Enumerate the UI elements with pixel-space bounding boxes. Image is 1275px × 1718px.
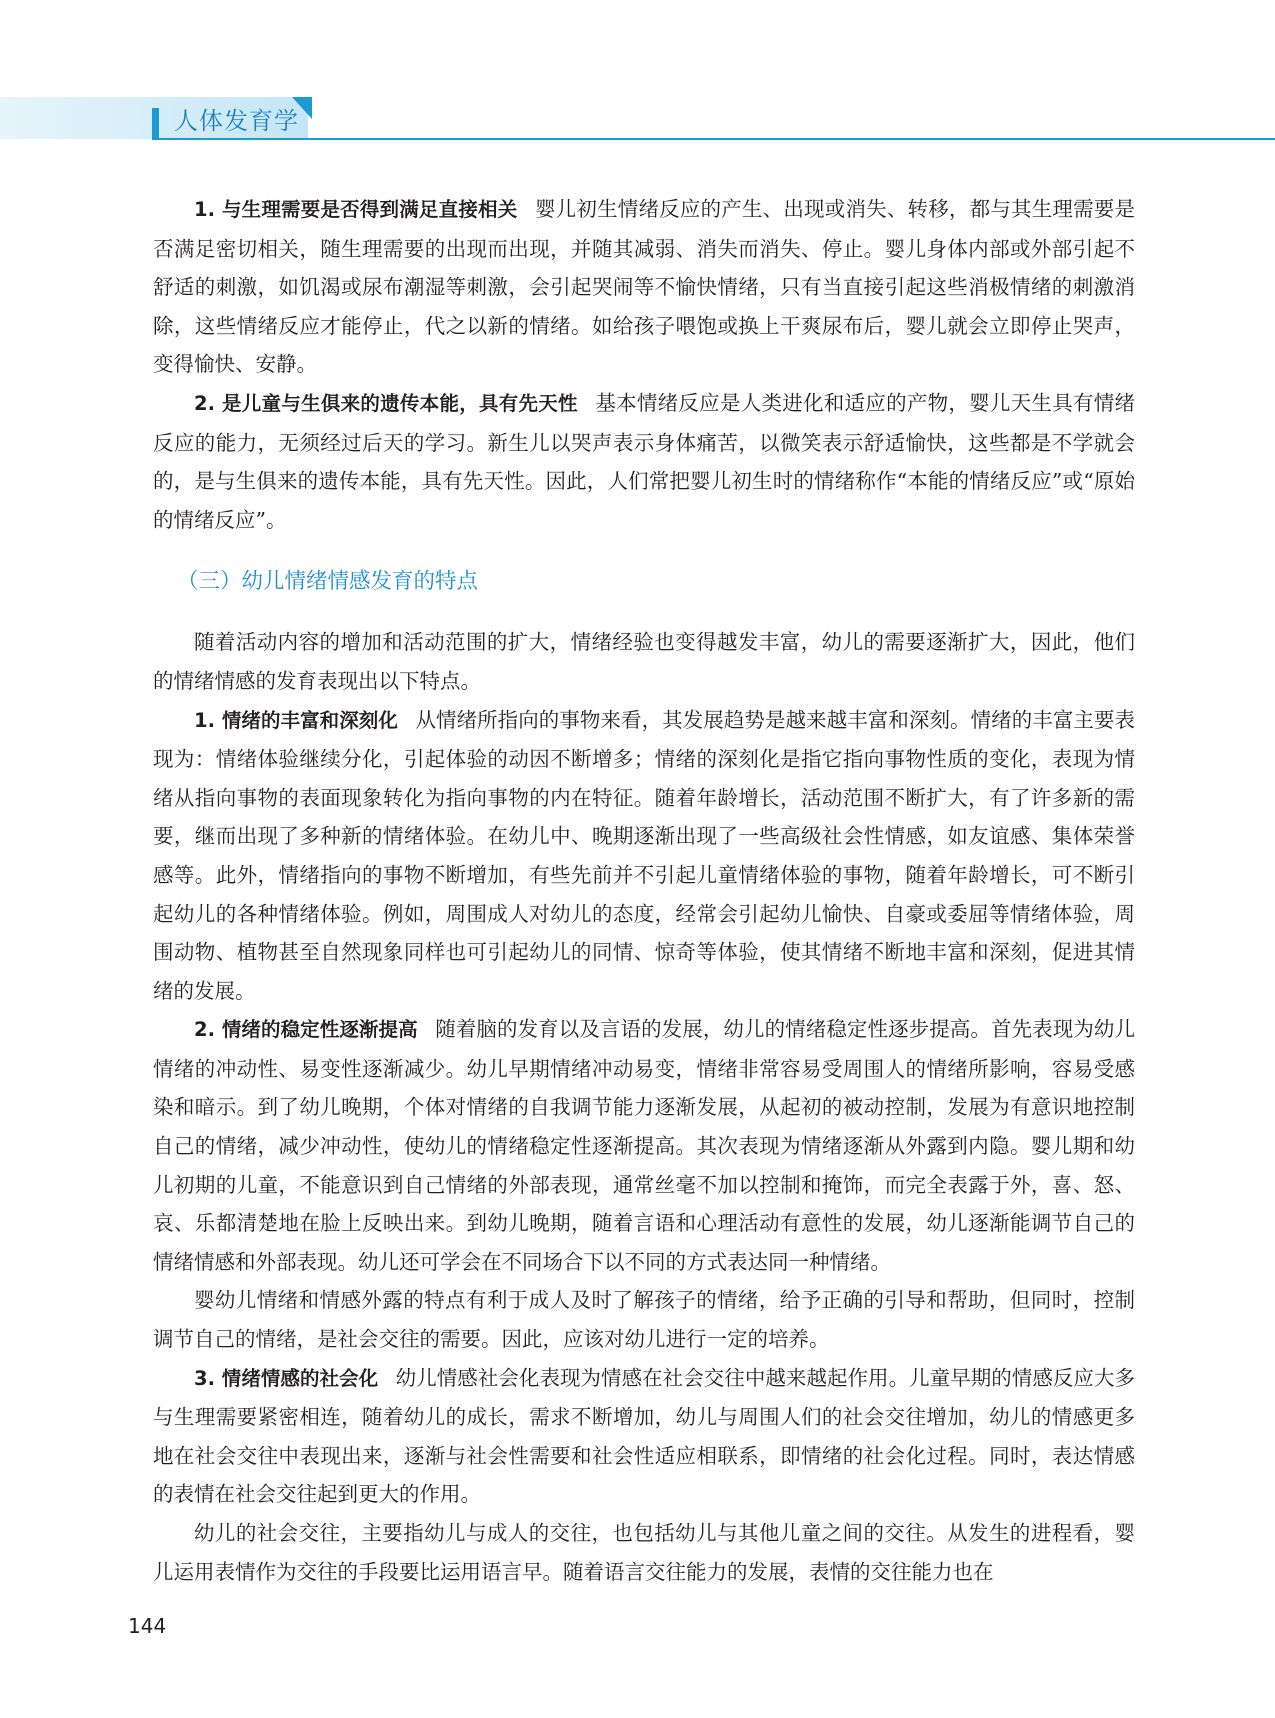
- paragraph-text: 基本情绪反应是人类进化和适应的产物，婴儿天生具有情绪反应的能力，无须经过后天的学习。新生儿以哭声表示身体痛苦，以微笑表示舒适愉快，这些都是不学就会的，是与生俱来的遗传本能，具有先天性。因此，人们常把婴儿初生时的情绪称作“本能的情绪反应”或“原始的情绪反应”。: [153, 390, 1135, 532]
- body-paragraph: [153, 1359, 1135, 1514]
- paragraph-text: 婴幼儿情绪和情感外露的特点有利于成人及时了解孩子的情绪，给予正确的引导和帮助，但同时，控制调节自己的情绪，是社会交往的需要。因此，应该对幼儿进行一定的培养。: [153, 1288, 1135, 1352]
- paragraph-text: 幼儿情感社会化表现为情感在社会交往中越来越起作用。儿童早期的情感反应大多与生理需要紧密相连，随着幼儿的成长，需求不断增加，幼儿与周围人们的社会交往增加，幼儿的情感更多地在社会交往中表现出来，逐渐与社会性需要和社会性适应相联系，即情绪的社会化过程。同时，表达情感的表情在社会交往起到更大的作用。: [153, 1365, 1136, 1507]
- paragraph-text: 随着活动内容的增加和活动范围的扩大，情绪经验也变得越发丰富，幼儿的需要逐渐扩大，因此，他们的情绪情感的发育表现出以下特点。: [153, 630, 1135, 693]
- header-accent-bar: [152, 108, 159, 138]
- page-number: 144: [128, 1614, 167, 1638]
- paragraph-text: 从情绪所指向的事物来看，其发展趋势是越来越丰富和深刻。情绪的丰富主要表现为：情绪体验继续分化，引起体验的动因不断增多；情绪的深刻化是指它指向事物性质的变化，表现为情绪从指向事物的表面现象转化为指向事物的内在特征。随着年龄增长，活动范围不断扩大，有了许多新的需要，继而出现了多种新的情绪体验。在幼儿中、晚期逐渐出现了一些高级社会性情感，如友谊感、集体荣誉感等。此外，情绪指向的事物不断增加，有些先前并不引起儿童情绪体验的事物，随着年龄增长，可不断引起幼儿的各种情绪体验。例如，周围成人对幼儿的态度，经常会引起幼儿愉快、自豪或委屈等情绪体验，周围动物、植物甚至自然现象同样也可引起幼儿的同情、惊奇等体验，使其情绪不断地丰富和深刻，促进其情绪的发展。: [153, 707, 1136, 1003]
- body-paragraph: [153, 701, 1135, 1011]
- paragraph-lead: 2. 是儿童与生俱来的遗传本能，具有先天性: [194, 391, 578, 415]
- paragraph-lead: 1. 与生理需要是否得到满足直接相关: [194, 198, 518, 221]
- header-divider: [152, 138, 1275, 140]
- page-body: [153, 190, 1135, 1591]
- body-paragraph: [153, 1514, 1135, 1591]
- paragraph-lead: 2. 情绪的稳定性逐渐提高: [194, 1018, 418, 1042]
- paragraph-text: 婴儿初生情绪反应的产生、出现或消失、转移，都与其生理需要是否满足密切相关，随生理需要的出现而出现，并随其减弱、消失而消失、停止。婴儿身体内部或外部引起不舒适的刺激，如饥渴或尿布潮湿等刺激，会引起哭闹等不愉快情绪，只有当直接引起这些消极情绪的刺激消除，这些情绪反应才能停止，代之以新的情绪。如给孩子喂饱或换上干爽尿布后，婴儿就会立即停止哭声，变得愉快、安静。: [153, 197, 1136, 377]
- paragraph-lead: 1. 情绪的丰富和深刻化: [194, 708, 398, 732]
- paragraph-lead: 3. 情绪情感的社会化: [194, 1366, 379, 1390]
- body-paragraph: [153, 190, 1135, 384]
- body-paragraph: [153, 384, 1135, 539]
- paragraph-text: 随着脑的发育以及言语的发展，幼儿的情绪稳定性逐步提高。首先表现为幼儿情绪的冲动性、易变性逐渐减少。幼儿早期情绪冲动易变，情绪非常容易受周围人的情绪所影响，容易受感染和暗示。到了幼儿晚期，个体对情绪的自我调节能力逐渐发展，从起初的被动控制，发展为有意识地控制自己的情绪，减少冲动性，使幼儿的情绪稳定性逐渐提高。其次表现为情绪逐渐从外露到内隐。婴儿期和幼儿初期的儿童，不能意识到自己情绪的外部表现，通常丝毫不加以控制和掩饰，而完全表露于外，喜、怒、哀、乐都清楚地在脸上反映出来。到幼儿晚期，随着言语和心理活动有意性的发展，幼儿逐渐能调节自己的情绪情感和外部表现。幼儿还可学会在不同场合下以不同的方式表达同一种情绪。: [153, 1017, 1135, 1274]
- section-heading: （三）幼儿情绪情感发育的特点: [177, 569, 479, 595]
- running-header-title: 人体发育学: [174, 107, 299, 135]
- body-paragraph: [153, 1010, 1135, 1281]
- body-paragraph: [153, 1281, 1135, 1358]
- paragraph-text: 幼儿的社会交往，主要指幼儿与成人的交往，也包括幼儿与其他儿童之间的交往。从发生的进程看，婴儿运用表情作为交往的手段要比运用语言早。随着语言交往能力的发展，表情的交往能力也在: [153, 1521, 1135, 1584]
- body-paragraph: [153, 623, 1135, 700]
